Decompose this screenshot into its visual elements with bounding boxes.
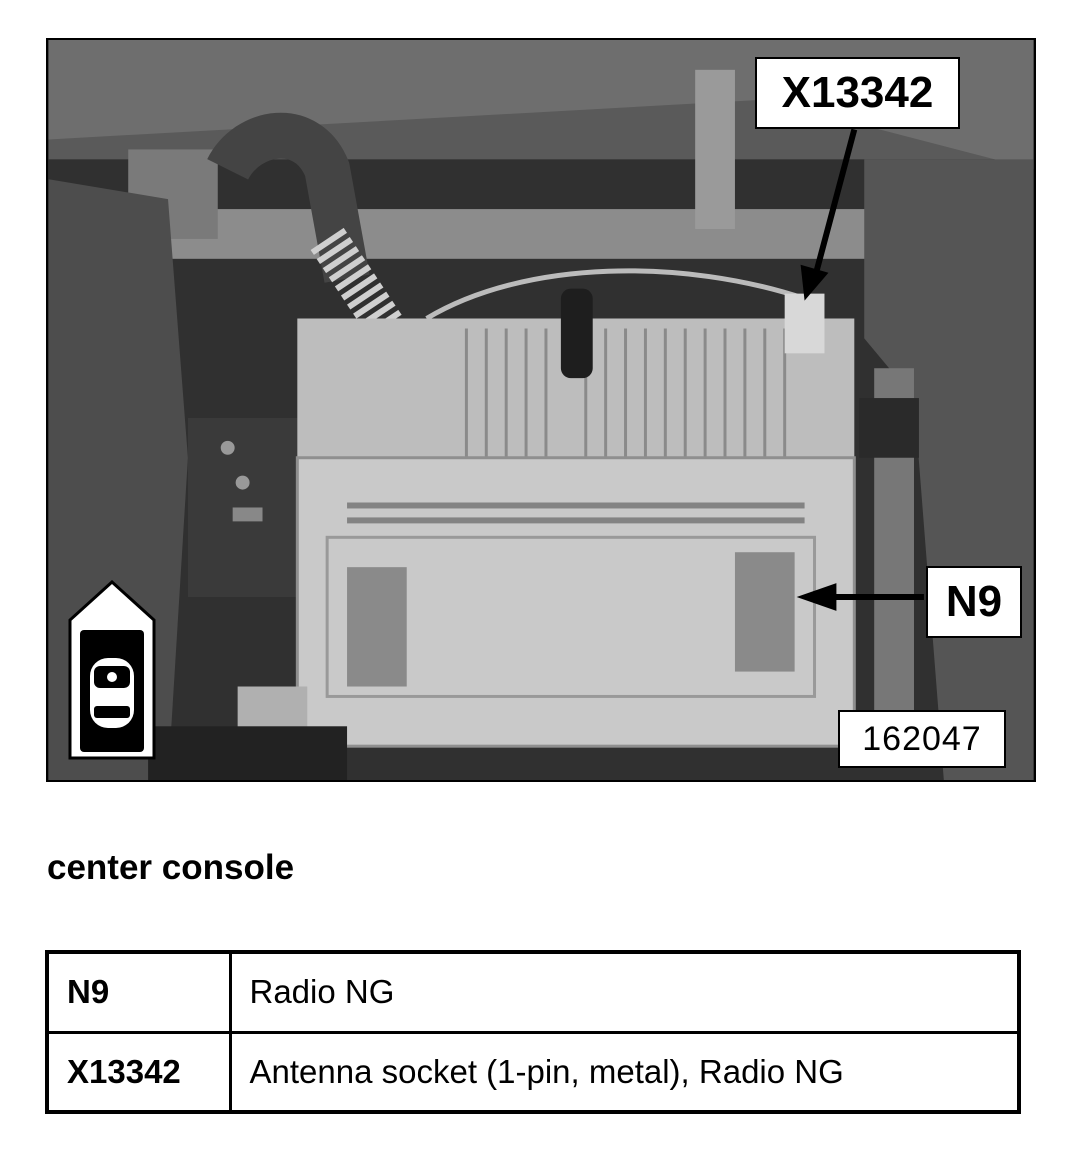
table-row xyxy=(47,952,1019,1032)
legend-description: Antenna socket (1-pin, metal), Radio NG xyxy=(230,1032,1019,1112)
figure-caption: center console xyxy=(47,848,295,887)
table-row xyxy=(47,1032,1019,1112)
installation-photo xyxy=(46,38,1036,782)
callout-n9: N9 xyxy=(926,566,1022,638)
callout-x13342: X13342 xyxy=(755,57,960,129)
legend-code: N9 xyxy=(47,952,230,1032)
legend-description: Radio NG xyxy=(230,952,1019,1032)
car-top-view-icon xyxy=(68,580,156,760)
console-photo-drawing xyxy=(48,40,1034,780)
legend-table xyxy=(45,950,1021,1114)
figure-number: 162047 xyxy=(838,710,1006,768)
legend-code: X13342 xyxy=(47,1032,230,1112)
